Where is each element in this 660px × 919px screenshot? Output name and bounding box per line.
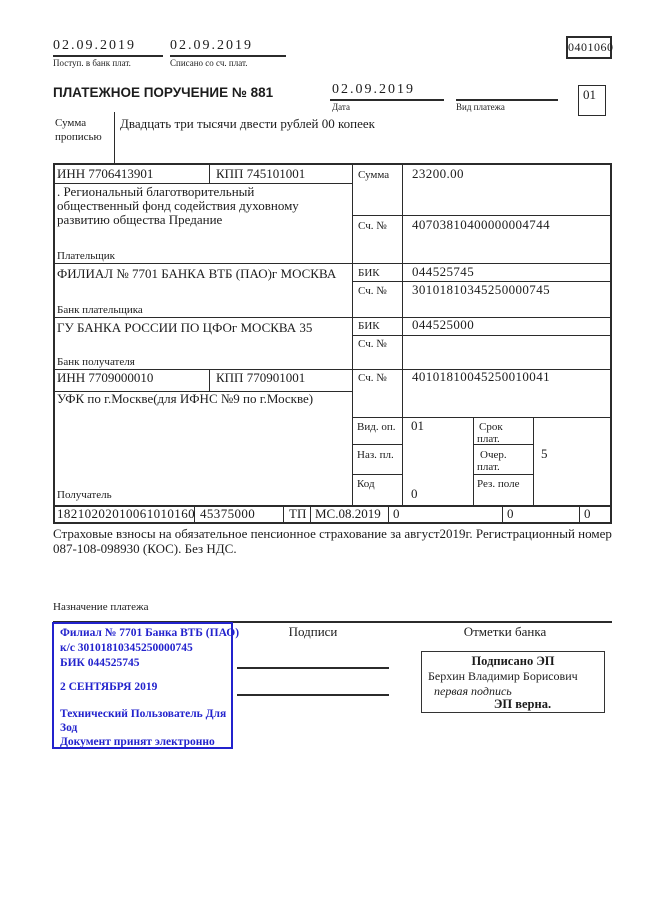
- beneficiary-bank-label: Банк получателя: [57, 356, 135, 368]
- payer-name-line: общественный фонд содействия духовному: [57, 198, 299, 213]
- beneficiary-account-label: Сч. №: [358, 372, 387, 384]
- grid-line: [53, 317, 612, 318]
- esign-name: Берхин Владимир Борисович: [428, 669, 578, 683]
- stamp-line: Технический Пользователь Для: [60, 708, 227, 720]
- table-top-line: [53, 163, 612, 165]
- beneficiary-label: Получатель: [57, 489, 112, 501]
- stamp-line: БИК 044525745: [60, 657, 140, 669]
- document-date-value: 02.09.2019: [332, 82, 415, 97]
- reserve-field-label: Рез. поле: [477, 478, 520, 490]
- amount-label: Сумма: [358, 169, 390, 181]
- table-left-border: [53, 163, 55, 523]
- amount-words-divider: [114, 112, 115, 163]
- payer-bank-label: Банк плательщика: [57, 304, 143, 316]
- tax-row-bottom-line: [53, 522, 612, 524]
- document-date-line: [330, 99, 444, 101]
- grid-line: [352, 215, 612, 216]
- purpose-line-1: Страховые взносы на обязательное пенсионное страхование за август2019г. Регистрационный номер: [53, 526, 612, 541]
- status-code: 01: [583, 87, 596, 102]
- stamp-line: к/с 30101810345250000745: [60, 642, 193, 654]
- signature-line-2: [237, 694, 389, 696]
- payer-kpp: КПП 745101001: [216, 166, 306, 181]
- code-label: Код: [357, 478, 375, 490]
- tax-divider: [388, 505, 389, 522]
- op-kind-label: Вид. оп.: [357, 421, 396, 433]
- payer-bank-bik-label: БИК: [358, 267, 380, 279]
- beneficiary-kpp: КПП 770901001: [216, 370, 306, 385]
- op-kind-value: 01: [411, 418, 424, 433]
- payer-label: Плательщик: [57, 250, 115, 262]
- signatures-label: Подписи: [288, 624, 338, 639]
- due-date-label-1: Срок: [479, 421, 503, 433]
- payment-kind-line: [456, 99, 558, 101]
- beneficiary-bank-name: ГУ БАНКА РОССИИ ПО ЦФОг МОСКВА 35: [57, 320, 313, 335]
- beneficiary-bank-bik: 044525000: [412, 317, 475, 332]
- tax-kbk: 18210202010061010160: [57, 506, 195, 521]
- received-date-value: 02.09.2019: [53, 38, 136, 53]
- stamp-line: 2 СЕНТЯБРЯ 2019: [60, 681, 158, 693]
- payer-bank-account: 30101810345250000745: [412, 282, 550, 297]
- inn-kpp-divider-1: [209, 163, 210, 183]
- purpose-line-2: 087-108-098930 (КОС). Без НДС.: [53, 541, 237, 556]
- debited-date-line: [170, 55, 286, 57]
- payer-inn: ИНН 7706413901: [57, 166, 154, 181]
- amount-words-label-2: прописью: [55, 131, 102, 143]
- order-label-2: плат.: [477, 461, 500, 473]
- tax-type: 0: [584, 506, 591, 521]
- esign-verified: ЭП верна.: [493, 697, 552, 711]
- amount-words-text: Двадцать три тысячи двести рублей 00 копеек: [120, 116, 375, 131]
- order-value: 5: [541, 446, 548, 461]
- due-date-label-2: плат.: [477, 433, 500, 445]
- form-code-box: 0401060: [566, 36, 612, 59]
- grid-line: [352, 474, 403, 475]
- payer-name-line: . Региональный благотворительный: [57, 184, 255, 199]
- payment-kind-label: Вид платежа: [456, 102, 505, 112]
- payer-account: 40703810400000004744: [412, 217, 550, 232]
- received-date-label: Поступ. в банк плат.: [53, 58, 131, 68]
- grid-line: [352, 417, 612, 418]
- amount-words-label-1: Сумма: [55, 117, 87, 129]
- signature-line-1: [237, 667, 389, 669]
- tax-doc-number: 0: [393, 506, 400, 521]
- amount-value: 23200.00: [412, 166, 464, 181]
- tax-divider: [283, 505, 284, 522]
- stamp-line: Зод: [60, 722, 78, 734]
- payer-bank-account-label: Сч. №: [358, 285, 387, 297]
- document-date-label: Дата: [332, 102, 350, 112]
- grid-line: [53, 263, 612, 264]
- beneficiary-bank-bik-label: БИК: [358, 320, 380, 332]
- tax-divider: [502, 505, 503, 522]
- tax-oktmo: 45375000: [200, 506, 256, 521]
- tax-doc-date: 0: [507, 506, 514, 521]
- grid-line: [352, 444, 403, 445]
- tax-basis: ТП: [289, 506, 307, 521]
- stamp-line: Филиал № 7701 Банка ВТБ (ПАО): [60, 627, 240, 639]
- bank-marks-label: Отметки банка: [463, 624, 547, 639]
- tax-divider: [310, 505, 311, 522]
- beneficiary-bank-account-label: Сч. №: [358, 338, 387, 350]
- debited-date-label: Списано со сч. плат.: [170, 58, 248, 68]
- inn-kpp-divider-2: [209, 369, 210, 391]
- purpose-label: Назначение платежа: [53, 601, 149, 613]
- beneficiary-account: 40101810045250010041: [412, 369, 550, 384]
- received-date-line: [53, 55, 163, 57]
- stamp-line: Документ принят электронно: [60, 736, 215, 748]
- grid-line-v: [533, 417, 534, 505]
- payer-bank-bik: 044525745: [412, 264, 475, 279]
- table-right-border: [610, 163, 612, 523]
- esign-sub: первая подпись: [434, 684, 512, 698]
- debited-date-value: 02.09.2019: [170, 38, 253, 53]
- purpose-code-label: Наз. пл.: [357, 449, 394, 461]
- esign-title: Подписано ЭП: [471, 654, 555, 668]
- tax-period: МС.08.2019: [315, 506, 381, 521]
- payer-bank-name: ФИЛИАЛ № 7701 БАНКА ВТБ (ПАО)г МОСКВА: [57, 266, 337, 281]
- code-value: 0: [411, 486, 418, 501]
- payer-account-label: Сч. №: [358, 220, 387, 232]
- page-title: ПЛАТЕЖНОЕ ПОРУЧЕНИЕ № 881: [53, 85, 274, 100]
- grid-line: [473, 474, 534, 475]
- order-label-1: Очер.: [480, 449, 507, 461]
- grid-line: [352, 335, 612, 336]
- beneficiary-inn: ИНН 7709000010: [57, 370, 154, 385]
- tax-divider: [579, 505, 580, 522]
- payer-name-line: развитию общества Предание: [57, 212, 223, 227]
- grid-line-v: [473, 417, 474, 505]
- beneficiary-name: УФК по г.Москве(для ИФНС №9 по г.Москве): [57, 391, 314, 406]
